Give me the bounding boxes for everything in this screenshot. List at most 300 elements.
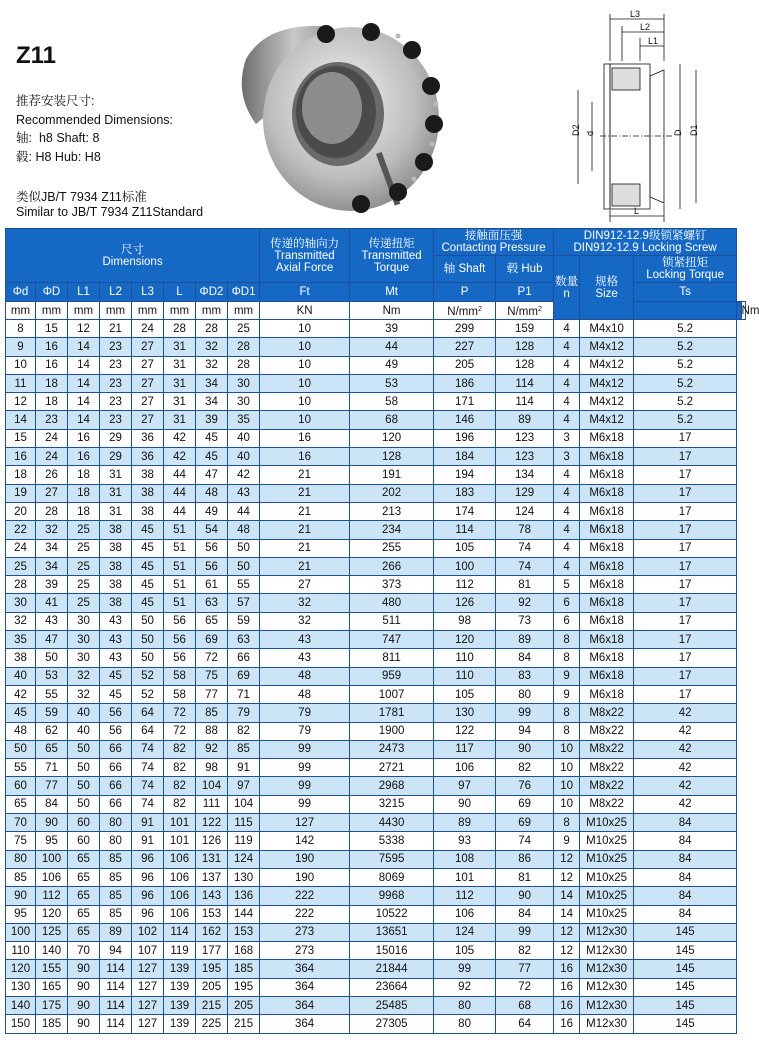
table-cell: 127 [132, 978, 164, 996]
table-cell: 65 [68, 850, 100, 868]
table-cell: 10 [260, 356, 350, 374]
table-cell: 82 [496, 759, 554, 777]
technical-drawing [548, 6, 746, 224]
table-cell: 99 [260, 759, 350, 777]
table-cell: 5.2 [634, 320, 737, 338]
table-cell: 17 [634, 539, 737, 557]
unit: mm [100, 302, 132, 320]
table-cell: 205 [196, 978, 228, 996]
table-cell: 98 [434, 612, 496, 630]
table-cell: 227 [434, 338, 496, 356]
table-cell: 31 [164, 338, 196, 356]
table-cell: 82 [164, 795, 196, 813]
table-cell: 34 [196, 374, 228, 392]
table-cell: 10 [554, 795, 580, 813]
table-cell: 80 [6, 850, 36, 868]
table-cell: 66 [100, 795, 132, 813]
table-cell: 124 [496, 502, 554, 520]
table-cell: M12x30 [580, 978, 634, 996]
table-cell: 32 [36, 521, 68, 539]
table-cell: 202 [350, 484, 434, 502]
table-cell: 4 [554, 320, 580, 338]
table-cell: 70 [68, 942, 100, 960]
lock-cn: 锁紧扭矩 [662, 257, 709, 269]
label-l1: L1 [648, 36, 659, 46]
table-row [6, 887, 746, 905]
torque-en2: Torque [373, 261, 410, 274]
table-cell: 9968 [350, 887, 434, 905]
table-cell: 22 [6, 521, 36, 539]
pressure-en: Contacting Pressure [441, 242, 546, 254]
sym: P [434, 283, 496, 302]
table-cell: 99 [260, 740, 350, 758]
table-row [6, 667, 746, 685]
table-cell: M4x12 [580, 356, 634, 374]
table-cell: 84 [634, 868, 737, 886]
table-cell: 43 [100, 631, 132, 649]
table-cell: 205 [434, 356, 496, 374]
table-cell: 71 [228, 685, 260, 703]
table-cell: 48 [196, 484, 228, 502]
table-cell: 84 [634, 887, 737, 905]
table-cell: 4430 [350, 814, 434, 832]
table-cell: 50 [68, 777, 100, 795]
table-cell: 65 [68, 923, 100, 941]
table-cell: 12 [554, 868, 580, 886]
table-cell: 106 [434, 905, 496, 923]
table-cell: 48 [228, 521, 260, 539]
table-cell: 195 [196, 960, 228, 978]
units-row [6, 302, 746, 320]
table-cell: 114 [100, 960, 132, 978]
shaft-cn: 轴: [16, 131, 32, 145]
table-cell: 205 [228, 996, 260, 1014]
table-cell: 139 [164, 978, 196, 996]
table-cell: 112 [434, 576, 496, 594]
table-cell: 17 [634, 576, 737, 594]
table-cell: 21 [100, 320, 132, 338]
table-cell: 74 [496, 557, 554, 575]
dimensions-header [6, 229, 260, 283]
torque-header [350, 229, 434, 283]
table-cell: 21 [260, 521, 350, 539]
table-cell: 131 [196, 850, 228, 868]
table-cell: 195 [228, 978, 260, 996]
table-cell: 50 [132, 649, 164, 667]
table-cell: 32 [68, 685, 100, 703]
table-cell: 42 [164, 429, 196, 447]
table-cell: 21844 [350, 960, 434, 978]
table-cell: 9 [554, 832, 580, 850]
table-row [6, 338, 746, 356]
table-cell: 811 [350, 649, 434, 667]
table-cell: 43 [260, 649, 350, 667]
table-cell: 42 [634, 759, 737, 777]
table-cell: 28 [228, 356, 260, 374]
table-cell: 58 [164, 667, 196, 685]
table-cell: M8x22 [580, 740, 634, 758]
table-cell: 114 [434, 521, 496, 539]
similar-cn: 类似JB/T 7934 Z11标准 [16, 190, 147, 204]
table-cell: M4x12 [580, 374, 634, 392]
table-cell: M4x10 [580, 320, 634, 338]
table-row [6, 594, 746, 612]
table-cell: 80 [100, 814, 132, 832]
table-cell: 14 [68, 374, 100, 392]
table-cell: 32 [196, 356, 228, 374]
table-cell: 111 [196, 795, 228, 813]
table-cell: 38 [132, 466, 164, 484]
table-cell: 17 [634, 521, 737, 539]
table-cell: 72 [164, 722, 196, 740]
table-row [6, 740, 746, 758]
table-cell: 100 [434, 557, 496, 575]
screw-en: DIN912-12.9 Locking Screw [573, 242, 717, 254]
table-cell: 24 [36, 448, 68, 466]
table-cell: 94 [100, 942, 132, 960]
table-cell: 65 [68, 868, 100, 886]
table-cell: 72 [196, 649, 228, 667]
table-cell: 10 [260, 411, 350, 429]
table-row [6, 411, 746, 429]
table-cell: 38 [100, 557, 132, 575]
table-cell: 114 [164, 923, 196, 941]
table-cell: 12 [6, 393, 36, 411]
table-cell: 82 [496, 942, 554, 960]
table-cell: 50 [228, 557, 260, 575]
table-cell: 16 [36, 338, 68, 356]
table-cell: 95 [36, 832, 68, 850]
table-cell: 142 [260, 832, 350, 850]
header-row-1 [6, 229, 746, 256]
table-cell: 18 [6, 466, 36, 484]
table-cell: 28 [228, 338, 260, 356]
table-cell: 85 [100, 868, 132, 886]
table-cell: M6x18 [580, 557, 634, 575]
table-cell: 30 [228, 374, 260, 392]
table-cell: 53 [350, 374, 434, 392]
table-cell: 43 [36, 612, 68, 630]
table-cell: 25 [68, 576, 100, 594]
table-cell: 45 [132, 557, 164, 575]
table-cell: 24 [36, 429, 68, 447]
table-cell: 50 [6, 740, 36, 758]
table-cell: 51 [164, 576, 196, 594]
table-cell: 58 [350, 393, 434, 411]
table-cell: 30 [68, 649, 100, 667]
table-cell: 78 [496, 521, 554, 539]
table-cell: 32 [260, 612, 350, 630]
table-cell: 139 [164, 1015, 196, 1033]
table-cell: 45 [132, 539, 164, 557]
table-cell: 32 [260, 594, 350, 612]
table-cell: M10x25 [580, 814, 634, 832]
table-cell: 145 [634, 1015, 737, 1033]
table-cell: 17 [634, 429, 737, 447]
table-cell: 65 [36, 740, 68, 758]
table-cell: 74 [496, 832, 554, 850]
table-cell: 92 [496, 594, 554, 612]
table-cell: 4 [554, 502, 580, 520]
table-row [6, 374, 746, 392]
table-cell: 16 [554, 978, 580, 996]
table-cell: 16 [554, 1015, 580, 1033]
table-cell: 76 [496, 777, 554, 795]
table-row [6, 320, 746, 338]
table-cell: 85 [100, 887, 132, 905]
table-cell: 74 [132, 777, 164, 795]
unit-sup: 2 [537, 305, 542, 313]
table-row [6, 612, 746, 630]
table-cell: 80 [434, 1015, 496, 1033]
table-cell: 959 [350, 667, 434, 685]
table-cell: 114 [100, 1015, 132, 1033]
label-d: d [585, 130, 595, 136]
table-cell: 23 [100, 411, 132, 429]
table-cell: 89 [100, 923, 132, 941]
table-cell: 24 [6, 539, 36, 557]
table-cell: 145 [634, 923, 737, 941]
table-cell: 61 [196, 576, 228, 594]
table-cell: 14 [68, 411, 100, 429]
table-cell: 106 [164, 905, 196, 923]
table-cell: 80 [100, 832, 132, 850]
table-cell: 119 [228, 832, 260, 850]
table-cell: 66 [228, 649, 260, 667]
table-cell: 110 [434, 649, 496, 667]
shaft-header: 轴 Shaft [434, 256, 496, 283]
table-cell: 127 [132, 996, 164, 1014]
table-cell: 10 [6, 356, 36, 374]
hub-tolerance [16, 148, 173, 167]
table-cell: 145 [634, 978, 737, 996]
table-cell: 107 [132, 942, 164, 960]
table-cell: 190 [260, 850, 350, 868]
table-cell: 112 [36, 887, 68, 905]
table-cell: 185 [36, 1015, 68, 1033]
table-cell: M6x18 [580, 631, 634, 649]
table-cell: 56 [164, 612, 196, 630]
table-cell: 68 [496, 996, 554, 1014]
table-row [6, 814, 746, 832]
table-cell: 52 [132, 667, 164, 685]
table-cell: 14 [6, 411, 36, 429]
table-cell: 32 [68, 667, 100, 685]
table-cell: 273 [260, 942, 350, 960]
table-cell: 43 [100, 649, 132, 667]
table-cell: 1781 [350, 704, 434, 722]
unit [496, 302, 554, 320]
table-cell: 23 [100, 356, 132, 374]
table-cell: 31 [100, 502, 132, 520]
table-cell: 90 [496, 740, 554, 758]
table-cell: 140 [6, 996, 36, 1014]
sym: P1 [496, 283, 554, 302]
label-l3: L3 [630, 9, 641, 19]
table-cell: 110 [434, 667, 496, 685]
table-cell: 51 [164, 521, 196, 539]
table-cell: 90 [434, 795, 496, 813]
table-cell: 23 [100, 393, 132, 411]
table-cell: 8 [554, 649, 580, 667]
table-cell: 84 [634, 905, 737, 923]
dimensions-en: Dimensions [102, 255, 163, 268]
hub-header: 毂 Hub [496, 256, 554, 283]
table-cell: 480 [350, 594, 434, 612]
table-cell: 52 [132, 685, 164, 703]
table-cell: 16 [68, 429, 100, 447]
table-cell: 91 [132, 814, 164, 832]
sym: ΦD [36, 283, 68, 302]
table-cell: 18 [68, 502, 100, 520]
unit: mm [228, 302, 260, 320]
table-cell: 5.2 [634, 393, 737, 411]
table-cell: 21 [260, 484, 350, 502]
table-cell: 10 [554, 759, 580, 777]
table-cell: 114 [100, 996, 132, 1014]
table-cell: 18 [68, 484, 100, 502]
table-cell: 12 [554, 923, 580, 941]
table-cell: M4x12 [580, 411, 634, 429]
table-cell: 4 [554, 356, 580, 374]
table-cell: 82 [164, 759, 196, 777]
table-cell: 92 [434, 978, 496, 996]
table-cell: 5.2 [634, 338, 737, 356]
table-cell: 50 [68, 740, 100, 758]
table-cell: 30 [228, 393, 260, 411]
table-cell: 42 [6, 685, 36, 703]
table-cell: 50 [68, 795, 100, 813]
table-cell: 25 [6, 557, 36, 575]
table-cell: 10 [554, 777, 580, 795]
table-cell: 185 [228, 960, 260, 978]
recommended-cn: 推荐安装尺寸: [16, 94, 95, 108]
table-row [6, 649, 746, 667]
table-cell: 27 [132, 356, 164, 374]
spec-rows [6, 320, 746, 1034]
table-cell: 57 [228, 594, 260, 612]
axial-force-header [260, 229, 350, 283]
table-cell: 50 [228, 539, 260, 557]
table-cell: 104 [228, 795, 260, 813]
table-cell: 45 [196, 448, 228, 466]
table-cell: M10x25 [580, 850, 634, 868]
table-cell: 266 [350, 557, 434, 575]
table-cell: M12x30 [580, 960, 634, 978]
table-cell: 11 [6, 374, 36, 392]
table-cell: 5.2 [634, 374, 737, 392]
hub-en: H8 Hub: H8 [35, 149, 101, 164]
table-cell: 90 [68, 960, 100, 978]
table-cell: 139 [164, 996, 196, 1014]
table-row [6, 923, 746, 941]
table-cell: 72 [164, 704, 196, 722]
table-cell: 97 [228, 777, 260, 795]
table-cell: 54 [196, 521, 228, 539]
table-cell: 50 [68, 759, 100, 777]
table-cell: 108 [434, 850, 496, 868]
size-header [580, 256, 634, 320]
table-cell: 85 [100, 850, 132, 868]
table-cell: 8 [6, 320, 36, 338]
table-cell: 28 [36, 502, 68, 520]
table-cell: 65 [196, 612, 228, 630]
table-cell: 273 [260, 923, 350, 941]
table-row [6, 960, 746, 978]
table-cell: 17 [634, 612, 737, 630]
table-cell: 364 [260, 1015, 350, 1033]
table-cell: 9 [6, 338, 36, 356]
label-l: L [634, 206, 640, 216]
table-cell: 747 [350, 631, 434, 649]
table-row [6, 356, 746, 374]
table-cell: 90 [68, 996, 100, 1014]
table-cell: 42 [634, 722, 737, 740]
table-cell: 127 [260, 814, 350, 832]
table-cell: 31 [100, 484, 132, 502]
table-cell: 136 [228, 887, 260, 905]
table-cell: 88 [196, 722, 228, 740]
table-cell: 44 [164, 466, 196, 484]
table-cell: 14 [554, 905, 580, 923]
table-cell: 16 [260, 448, 350, 466]
dimensions-cn: 尺寸 [121, 243, 145, 256]
sym: Φd [6, 283, 36, 302]
pressure-header [434, 229, 554, 256]
sym: ΦD2 [196, 283, 228, 302]
table-cell: 19 [6, 484, 36, 502]
table-cell: 39 [350, 320, 434, 338]
table-cell: 105 [434, 942, 496, 960]
unit: mm [68, 302, 100, 320]
table-cell: 75 [196, 667, 228, 685]
table-cell: 31 [164, 374, 196, 392]
table-cell: 73 [496, 612, 554, 630]
lock-header [634, 256, 737, 283]
table-cell: M10x25 [580, 868, 634, 886]
table-cell: 174 [434, 502, 496, 520]
table-cell: 175 [36, 996, 68, 1014]
table-cell: 105 [434, 685, 496, 703]
table-cell: 128 [496, 338, 554, 356]
screw-cn: DIN912-12.9级锁紧螺钉 [583, 230, 707, 242]
table-cell: 127 [132, 1015, 164, 1033]
table-cell: 63 [196, 594, 228, 612]
table-cell: 34 [36, 557, 68, 575]
table-cell: 96 [132, 868, 164, 886]
unit: KN [260, 302, 350, 320]
table-cell: 90 [496, 887, 554, 905]
table-cell: 90 [6, 887, 36, 905]
table-cell: 69 [228, 667, 260, 685]
table-cell: 150 [6, 1015, 36, 1033]
table-cell: 10522 [350, 905, 434, 923]
table-cell: 51 [164, 539, 196, 557]
table-cell: 72 [496, 978, 554, 996]
table-cell: 4 [554, 393, 580, 411]
table-cell: 48 [6, 722, 36, 740]
table-cell: 144 [228, 905, 260, 923]
table-cell: 364 [260, 978, 350, 996]
table-cell: 119 [164, 942, 196, 960]
table-cell: 104 [196, 777, 228, 795]
table-cell: 31 [164, 356, 196, 374]
torque-en1: Transmitted [361, 249, 422, 262]
table-cell: 47 [36, 631, 68, 649]
table-cell: 50 [36, 649, 68, 667]
table-cell: 42 [634, 795, 737, 813]
table-cell: 120 [434, 631, 496, 649]
